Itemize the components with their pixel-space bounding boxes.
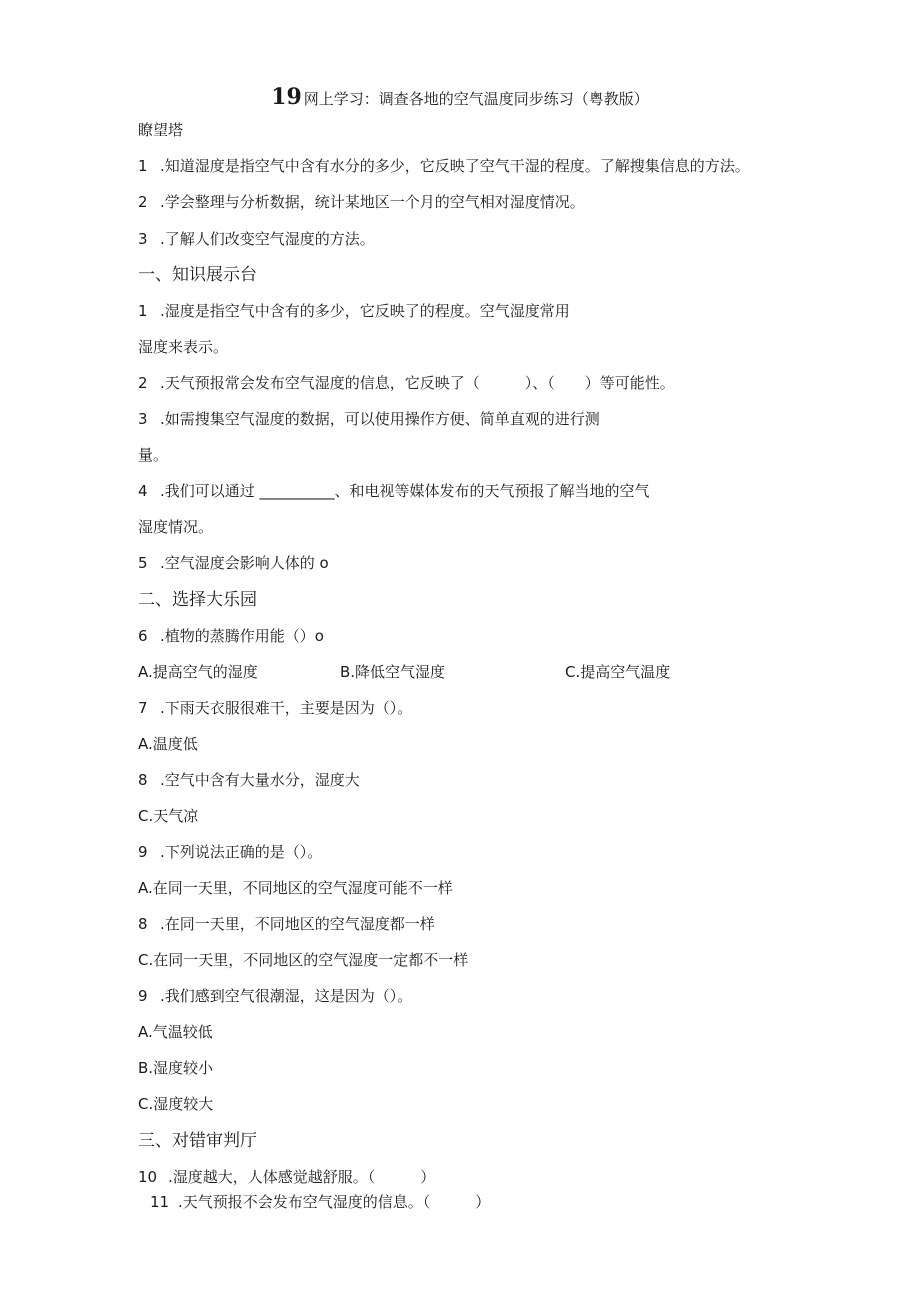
question-3-continued: 量。 xyxy=(138,446,169,464)
objective-3: 3 .了解人们改变空气湿度的方法。 xyxy=(138,230,375,248)
question-7-option-a: A.温度低 xyxy=(138,735,198,753)
question-9a-option-a: A.在同一天里，不同地区的空气湿度可能不一样 xyxy=(138,879,453,897)
intro-label: 瞭望塔 xyxy=(138,121,184,139)
objective-1: 1 .知道湿度是指空气中含有水分的多少，它反映了空气干湿的程度。了解搜集信息的方法。 xyxy=(138,157,750,175)
question-7-option-b: 8 .空气中含有大量水分，湿度大 xyxy=(138,771,360,789)
section-1-heading: 一、知识展示台 xyxy=(138,265,257,285)
question-4-continued: 湿度情况。 xyxy=(138,518,214,536)
question-9b-option-a: A.气温较低 xyxy=(138,1023,213,1041)
question-7-option-c: C.天气凉 xyxy=(138,807,199,825)
question-9a: 9 .下列说法正确的是（）。 xyxy=(138,843,323,861)
question-6-option-a: A.提高空气的湿度 xyxy=(138,663,258,681)
question-6-option-c: C.提高空气温度 xyxy=(565,663,671,681)
question-9a-option-c: C.在同一天里，不同地区的空气湿度一定都不一样 xyxy=(138,951,469,969)
question-5: 5 .空气湿度会影响人体的 o xyxy=(138,554,329,572)
question-1-continued: 湿度来表示。 xyxy=(138,338,229,356)
section-3-heading: 三、对错审判厅 xyxy=(138,1131,257,1151)
question-10: 10 .湿度越大，人体感觉越舒服。（ ） xyxy=(138,1168,436,1186)
page-title xyxy=(0,84,920,112)
question-9b-option-c: C.湿度较大 xyxy=(138,1095,214,1113)
question-11: 11 .天气预报不会发布空气湿度的信息。（ ） xyxy=(150,1193,491,1211)
lesson-title: 网上学习：调查各地的空气温度同步练习（粤教版） xyxy=(303,90,649,108)
objective-2: 2 .学会整理与分析数据，统计某地区一个月的空气相对湿度情况。 xyxy=(138,193,585,211)
question-9b: 9 .我们感到空气很潮湿，这是因为（）。 xyxy=(138,987,413,1005)
question-9a-option-b: 8 .在同一天里，不同地区的空气湿度都一样 xyxy=(138,915,435,933)
question-4: 4 .我们可以通过 __________、和电视等媒体发布的天气预报了解当地的空气 xyxy=(138,482,650,500)
question-7: 7 .下雨天衣服很难干，主要是因为（）。 xyxy=(138,699,413,717)
section-2-heading: 二、选择大乐园 xyxy=(138,590,257,610)
question-6: 6 .植物的蒸腾作用能（）o xyxy=(138,627,324,645)
lesson-number: 19 xyxy=(271,84,302,110)
question-6-option-b: B.降低空气湿度 xyxy=(340,663,446,681)
question-1: 1 .湿度是指空气中含有的多少，它反映了的程度。空气湿度常用 xyxy=(138,302,570,320)
question-9b-option-b: B.湿度较小 xyxy=(138,1059,214,1077)
question-2: 2 .天气预报常会发布空气湿度的信息，它反映了（ ）、（ ）等可能性。 xyxy=(138,374,675,392)
question-3: 3 .如需搜集空气湿度的数据，可以使用操作方便、简单直观的进行测 xyxy=(138,410,600,428)
